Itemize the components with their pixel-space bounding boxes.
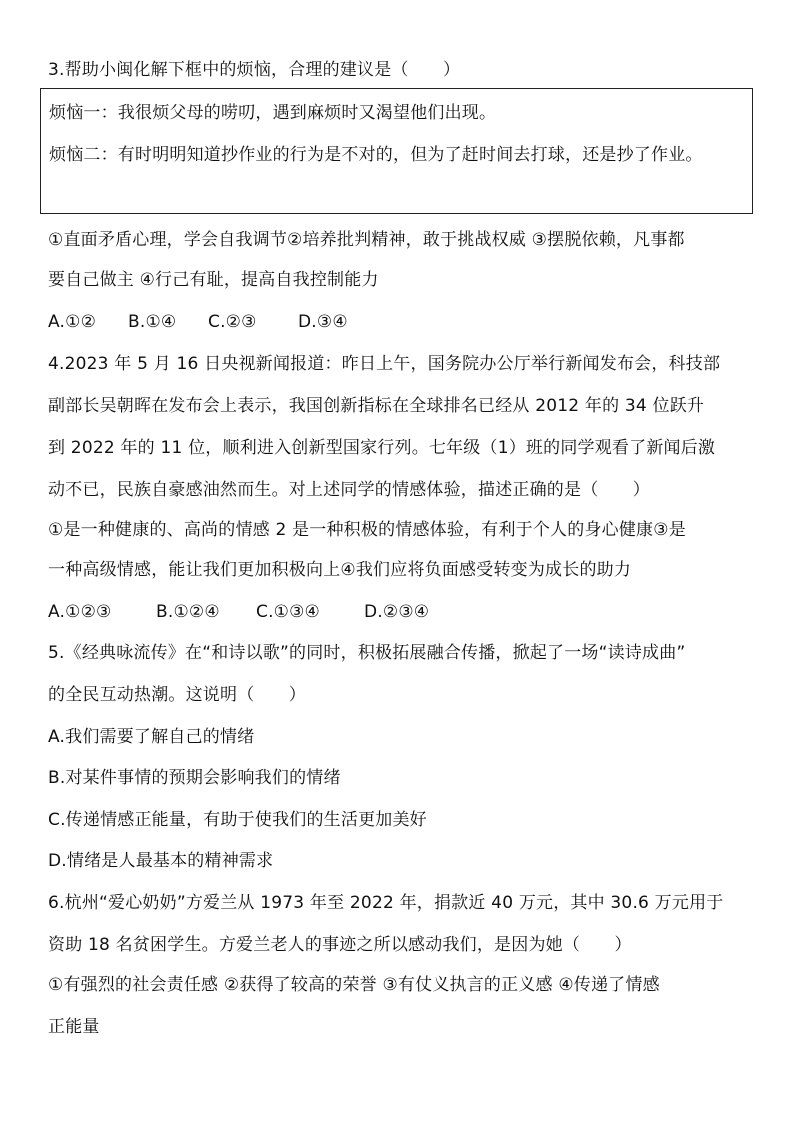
q4-option-b[interactable]: B.①②④ [156,602,220,622]
q4-options [48,600,429,624]
q6-statements-line1: ①有强烈的社会责任感 ②获得了较高的荣誉 ③有仗义执言的正义感 ④传递了情感 [48,975,660,995]
q3-statements-line1: ①直面矛盾心理，学会自我调节②培养批判精神，敢于挑战权威 ③摆脱依赖，凡事都 [48,230,685,250]
q4-option-d[interactable]: D.②③④ [364,602,430,622]
q3-option-b[interactable]: B.①④ [128,312,177,332]
q4-line4: 动不已，民族自豪感油然而生。对上述同学的情感体验，描述正确的是（ ） [48,480,650,500]
q6-statements-line2: 正能量 [48,1017,100,1037]
q3-option-c[interactable]: C.②③ [208,312,257,332]
q3-stem: 3.帮助小闽化解下框中的烦恼，合理的建议是（ ） [48,60,461,80]
q5-line2: 的全民互动热潮。这说明（ ） [48,685,306,705]
q5-line1: 5.《经典咏流传》在“和诗以歌”的同时，积极拓展融合传播，掀起了一场“读诗成曲” [48,643,686,663]
q5-option-a[interactable]: A.我们需要了解自己的情绪 [48,727,255,747]
q3-worry-box [40,88,753,214]
q5-option-c[interactable]: C.传递情感正能量，有助于使我们的生活更加美好 [48,810,427,830]
q3-worry-two: 烦恼二：有时明明知道抄作业的行为是不对的，但为了赶时间去打球，还是抄了作业。 [49,145,703,165]
q4-option-a[interactable]: A.①②③ [48,602,112,622]
q6-line1: 6.杭州“爱心奶奶”方爱兰从 1973 年至 2022 年，捐款近 40 万元，其中 30.6 万元用于 [48,893,724,913]
q3-option-a[interactable]: A.①② [48,312,97,332]
q3-option-d[interactable]: D.③④ [298,312,348,332]
q4-statements-line1: ①是一种健康的、高尚的情感 2 是一种积极的情感体验，有利于个人的身心健康③是 [48,520,686,540]
q3-statements-line2: 要自己做主 ④行己有耻，提高自我控制能力 [48,270,379,290]
q4-statements-line2: 一种高级情感，能让我们更加积极向上④我们应将负面感受转变为成长的助力 [48,560,632,580]
q3-worry-one: 烦恼一：我很烦父母的唠叨，遇到麻烦时又渴望他们出现。 [49,103,497,123]
q5-option-b[interactable]: B.对某件事情的预期会影响我们的情绪 [48,768,341,788]
q4-line2: 副部长吴朝晖在发布会上表示，我国创新指标在全球排名已经从 2012 年的 34 位跃升 [48,396,705,416]
q4-line3: 到 2022 年的 11 位，顺利进入创新型国家行列。七年级（1）班的同学观看了新闻后激 [48,438,716,458]
q4-option-c[interactable]: C.①③④ [256,602,320,622]
q6-line2: 资助 18 名贫困学生。方爱兰老人的事迹之所以感动我们，是因为她（ ） [48,935,632,955]
q4-line1: 4.2023 年 5 月 16 日央视新闻报道：昨日上午，国务院办公厅举行新闻发布会，科技部 [48,354,721,374]
q3-options [48,310,348,334]
q5-option-d[interactable]: D.情绪是人最基本的精神需求 [48,851,274,871]
